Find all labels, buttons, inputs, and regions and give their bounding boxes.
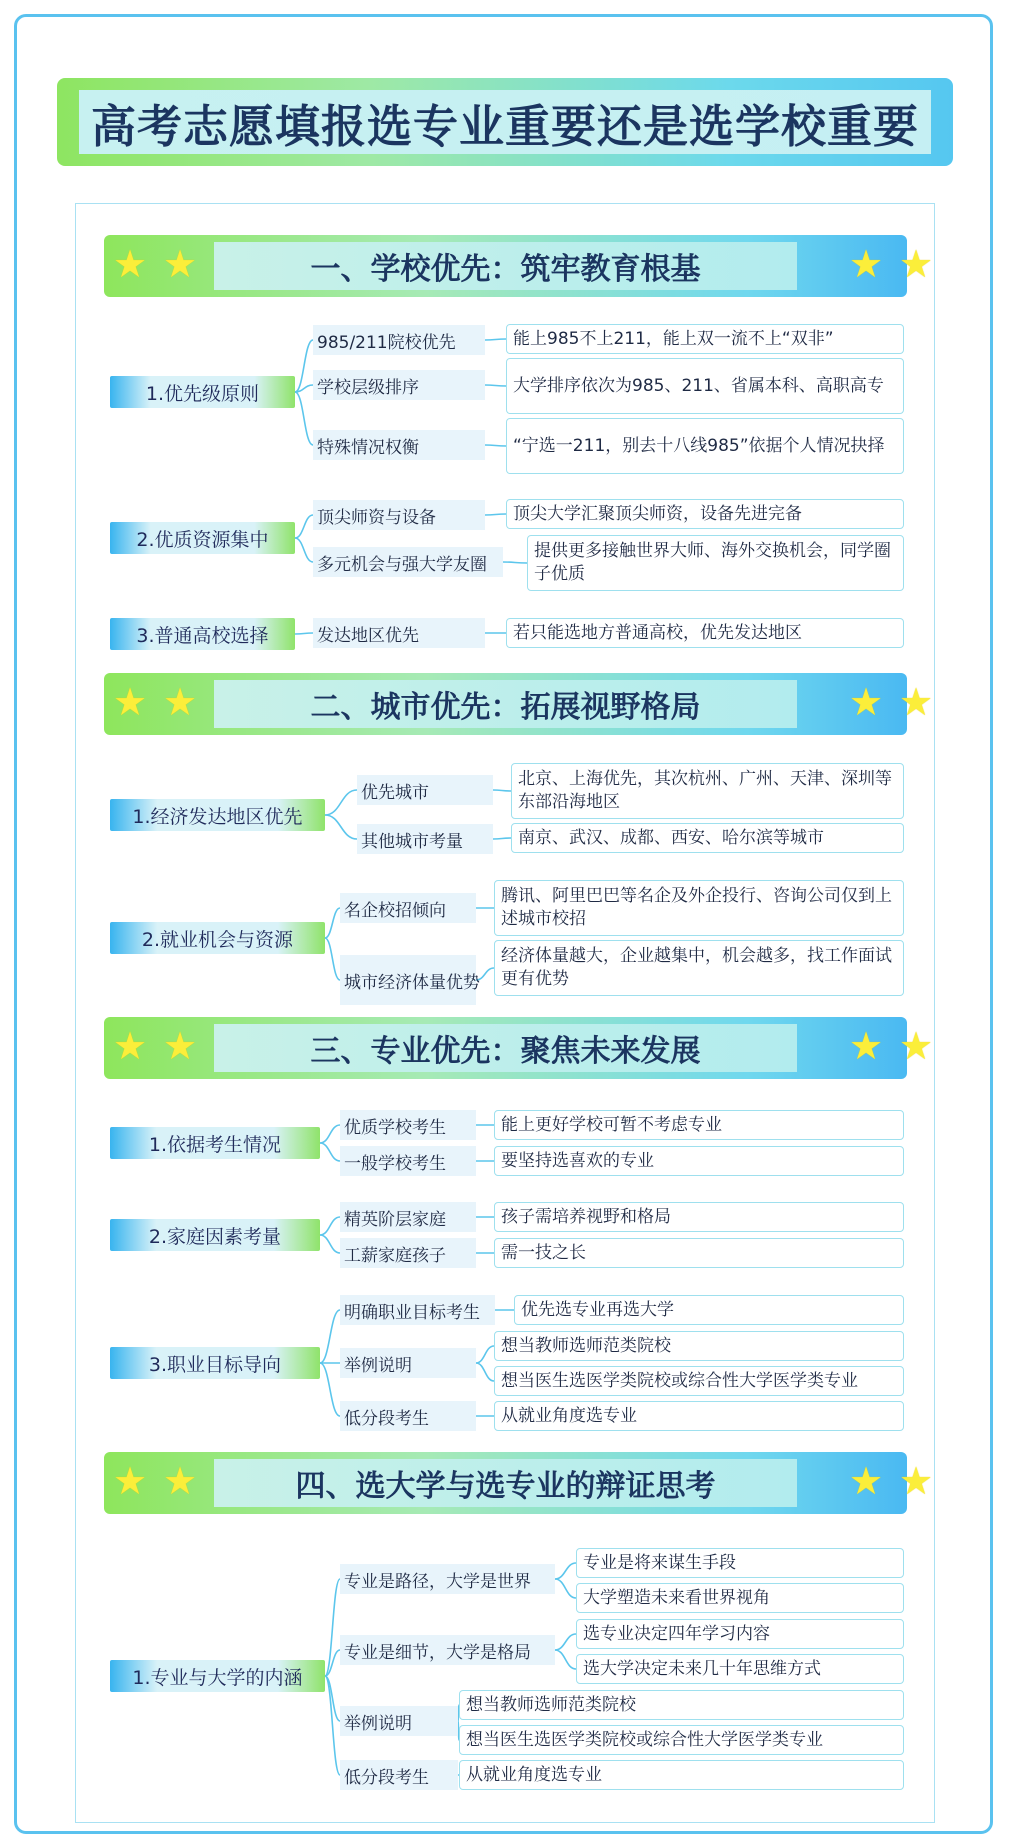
major-category: 1.依据考生情况 — [110, 1127, 320, 1159]
star-icon: ★ — [848, 1024, 884, 1068]
section-heading: 一、学校优先：筑牢教育根基 — [214, 242, 797, 290]
major-subtopic: 明确职业目标考生 — [340, 1295, 495, 1325]
star-icon: ★ — [112, 1024, 148, 1068]
school-detail: 若只能选地方普通高校，优先发达地区 — [506, 618, 904, 648]
school-detail: “宁选一211，别去十八线985”依据个人情况抉择 — [506, 418, 904, 474]
section-heading: 四、选大学与选专业的辩证思考 — [214, 1459, 797, 1507]
major-subtopic: 举例说明 — [340, 1348, 476, 1378]
dialectic-detail: 大学塑造未来看世界视角 — [576, 1583, 904, 1613]
star-icon: ★ — [848, 680, 884, 724]
major-detail: 需一技之长 — [494, 1238, 904, 1268]
major-subtopic: 工薪家庭孩子 — [340, 1238, 476, 1268]
city-subtopic: 城市经济体量优势 — [340, 955, 476, 1005]
major-detail: 从就业角度选专业 — [494, 1401, 904, 1431]
section-banner — [104, 1017, 934, 1079]
section-heading: 三、专业优先：聚焦未来发展 — [214, 1024, 797, 1072]
dialectic-subtopic: 低分段考生 — [340, 1760, 458, 1790]
city-subtopic: 名企校招倾向 — [340, 893, 476, 923]
star-icon: ★ — [898, 1459, 934, 1503]
city-detail: 腾讯、阿里巴巴等名企及外企投行、咨询公司仅到上述城市校招 — [494, 880, 904, 936]
star-icon: ★ — [112, 680, 148, 724]
major-category: 3.职业目标导向 — [110, 1347, 320, 1379]
dialectic-detail: 想当医生选医学类院校或综合性大学医学类专业 — [459, 1725, 904, 1755]
dialectic-category: 1.专业与大学的内涵 — [110, 1660, 325, 1692]
dialectic-detail: 选大学决定未来几十年思维方式 — [576, 1654, 904, 1684]
major-subtopic: 低分段考生 — [340, 1401, 476, 1431]
star-icon: ★ — [898, 680, 934, 724]
major-detail: 想当教师选师范类院校 — [494, 1331, 904, 1361]
city-detail: 南京、武汉、成都、西安、哈尔滨等城市 — [511, 823, 904, 853]
school-subtopic: 985/211院校优先 — [313, 325, 485, 355]
star-icon: ★ — [898, 242, 934, 286]
star-icon: ★ — [162, 242, 198, 286]
school-subtopic: 多元机会与强大学友圈 — [313, 547, 503, 577]
major-subtopic: 一般学校考生 — [340, 1146, 476, 1176]
page-title: 高考志愿填报选专业重要还是选学校重要 — [79, 90, 931, 154]
school-detail: 大学排序依次为985、211、省属本科、高职高专 — [506, 358, 904, 414]
major-category: 2.家庭因素考量 — [110, 1219, 320, 1251]
school-detail: 提供更多接触世界大师、海外交换机会，同学圈子优质 — [527, 535, 904, 591]
school-subtopic: 特殊情况权衡 — [313, 430, 485, 460]
star-icon: ★ — [162, 680, 198, 724]
star-icon: ★ — [898, 1024, 934, 1068]
major-subtopic: 优质学校考生 — [340, 1110, 476, 1140]
school-detail: 能上985不上211，能上双一流不上“双非” — [506, 324, 904, 354]
school-category: 2.优质资源集中 — [110, 522, 295, 554]
city-subtopic: 其他城市考量 — [357, 824, 493, 854]
section-banner — [104, 673, 934, 735]
school-subtopic: 学校层级排序 — [313, 370, 485, 400]
star-icon: ★ — [848, 242, 884, 286]
dialectic-subtopic: 专业是路径，大学是世界 — [340, 1564, 555, 1594]
school-category: 1.优先级原则 — [110, 376, 295, 408]
title-banner — [57, 78, 953, 166]
major-detail: 想当医生选医学类院校或综合性大学医学类专业 — [494, 1366, 904, 1396]
city-category: 2.就业机会与资源 — [110, 922, 325, 954]
section-banner — [104, 1452, 934, 1514]
school-detail: 顶尖大学汇聚顶尖师资，设备先进完备 — [506, 499, 904, 529]
section-heading: 二、城市优先：拓展视野格局 — [214, 680, 797, 728]
major-detail: 能上更好学校可暂不考虑专业 — [494, 1110, 904, 1140]
city-category: 1.经济发达地区优先 — [110, 799, 325, 831]
dialectic-detail: 想当教师选师范类院校 — [459, 1690, 904, 1720]
major-subtopic: 精英阶层家庭 — [340, 1202, 476, 1232]
city-detail: 北京、上海优先，其次杭州、广州、天津、深圳等东部沿海地区 — [511, 763, 904, 819]
star-icon: ★ — [162, 1024, 198, 1068]
star-icon: ★ — [112, 1459, 148, 1503]
dialectic-detail: 从就业角度选专业 — [459, 1760, 904, 1790]
dialectic-detail: 选专业决定四年学习内容 — [576, 1619, 904, 1649]
major-detail: 要坚持选喜欢的专业 — [494, 1146, 904, 1176]
section-banner — [104, 235, 934, 297]
dialectic-subtopic: 举例说明 — [340, 1706, 458, 1736]
major-detail: 孩子需培养视野和格局 — [494, 1202, 904, 1232]
school-subtopic: 顶尖师资与设备 — [313, 500, 485, 530]
city-subtopic: 优先城市 — [357, 775, 493, 805]
school-category: 3.普通高校选择 — [110, 618, 295, 650]
dialectic-detail: 专业是将来谋生手段 — [576, 1548, 904, 1578]
star-icon: ★ — [162, 1459, 198, 1503]
city-detail: 经济体量越大，企业越集中，机会越多，找工作面试更有优势 — [494, 940, 904, 996]
dialectic-subtopic: 专业是细节，大学是格局 — [340, 1635, 555, 1665]
major-detail: 优先选专业再选大学 — [514, 1295, 904, 1325]
star-icon: ★ — [848, 1459, 884, 1503]
school-subtopic: 发达地区优先 — [313, 618, 485, 648]
star-icon: ★ — [112, 242, 148, 286]
